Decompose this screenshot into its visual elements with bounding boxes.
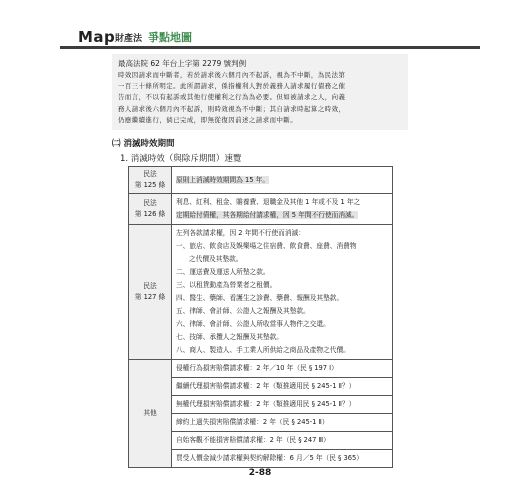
row-content bbox=[172, 225, 393, 360]
other-rule: 繼續代理損害賠償請求權：2 年（類推適用民 § 245-1 Ⅱ？） bbox=[172, 378, 393, 396]
case-text bbox=[118, 70, 402, 126]
table-row bbox=[129, 225, 393, 360]
row-label bbox=[129, 360, 172, 468]
article-label: 第 127 條 bbox=[134, 293, 166, 301]
case-text-line: 時效因請求而中斷者，若於請求後六個月內不起訴，視為不中斷，為民法第 bbox=[118, 71, 346, 79]
rule-item: 四、醫生、藥師、看護生之診費、藥費、報酬及其墊款。 bbox=[176, 294, 344, 302]
row-content bbox=[172, 194, 393, 225]
page-header bbox=[60, 28, 480, 48]
rule-text: 原則上消滅時效期間為 15 年。 bbox=[176, 175, 270, 184]
case-text-line: 告而言，不以有起訴或其他行使權利之行為為必要。但如被請求之人，向義 bbox=[118, 93, 346, 102]
row-content bbox=[172, 167, 393, 194]
page-number: 2-88 bbox=[248, 468, 272, 478]
rule-item: 六、律師、會計師、公證人所收當事人物件之交還。 bbox=[176, 320, 330, 328]
rule-item: 五、律師、會計師、公證人之報酬及其墊款。 bbox=[176, 307, 310, 315]
law-label: 民法 bbox=[143, 170, 157, 178]
subsection-heading: 1. 消滅時效（與除斥期間）速覽 bbox=[120, 154, 242, 164]
rule-item: 一、旅店、飲食店及娛樂場之住宿費、飲食費、座費、消費物 bbox=[176, 242, 357, 250]
subject-label: 財產法 bbox=[115, 34, 143, 44]
rule-text: 利息、紅利、租金、贍養費、退職金及其他 1 年或不及 1 年之 bbox=[176, 198, 361, 206]
table-row bbox=[129, 167, 393, 194]
law-label: 民法 bbox=[143, 199, 157, 207]
other-rule: 自始客觀不能損害賠償請求權：2 年（民 § 247 Ⅲ） bbox=[172, 432, 393, 450]
series-logo: Map bbox=[78, 28, 116, 46]
other-rule: 無權代理損害賠償請求權：2 年（類推適用民 § 245-1 Ⅱ？） bbox=[172, 396, 393, 414]
row-label bbox=[129, 167, 172, 194]
table-row bbox=[129, 194, 393, 225]
section-heading: ㈡ 消滅時效期間 bbox=[112, 139, 175, 149]
case-text-line: 務人請求後六個月內不起訴，則時效視為不中斷；其自請求時起算之時效， bbox=[118, 104, 346, 113]
case-text-line: 仍應繼續進行，倘已完成，即無從復因前述之請求而中斷。 bbox=[118, 115, 298, 124]
rule-item: 三、以租賃動產為營業者之租價。 bbox=[176, 281, 277, 289]
rule-item: 八、商人、製造人、手工業人所供給之商品及產物之代價。 bbox=[176, 346, 350, 354]
table-row bbox=[129, 360, 393, 378]
other-label: 其他 bbox=[143, 409, 157, 417]
rule-item-cont: 之代價及其墊款。 bbox=[189, 255, 243, 263]
row-label bbox=[129, 194, 172, 225]
row-label bbox=[129, 225, 172, 360]
other-rule: 締約上過失損害賠償請求權：2 年（民 § 245-1 Ⅱ） bbox=[172, 414, 393, 432]
law-label: 民法 bbox=[143, 282, 157, 290]
rule-intro: 左列各款請求權，因 2 年間不行使而消滅： bbox=[176, 229, 305, 237]
rule-text: 定期給付債權，其各期給付請求權，因 5 年間不行使而消滅。 bbox=[176, 211, 359, 219]
case-citation: 最高法院 62 年台上字第 2279 號判例 bbox=[118, 59, 247, 68]
header-rule bbox=[60, 46, 480, 49]
article-label: 第 125 條 bbox=[134, 181, 166, 189]
case-quote-box bbox=[112, 54, 408, 130]
other-rule: 買受人價金減少請求權與契約解除權：6 月／5 年（民 § 365） bbox=[172, 450, 393, 468]
article-label: 第 126 條 bbox=[134, 210, 166, 218]
brand-title: 爭點地圖 bbox=[148, 31, 192, 44]
limitation-table bbox=[128, 166, 393, 468]
rule-item: 七、技師、承攬人之報酬及其墊款。 bbox=[176, 333, 283, 341]
rule-item: 二、運送費及運送人所墊之款。 bbox=[176, 268, 270, 276]
other-rule: 侵權行為損害賠償請求權：2 年／10 年（民 § 197 Ⅰ） bbox=[172, 360, 393, 378]
case-text-line: 一百三十條所明定。此所謂請求，係指權利人對於義務人請求履行債務之催 bbox=[118, 82, 346, 91]
